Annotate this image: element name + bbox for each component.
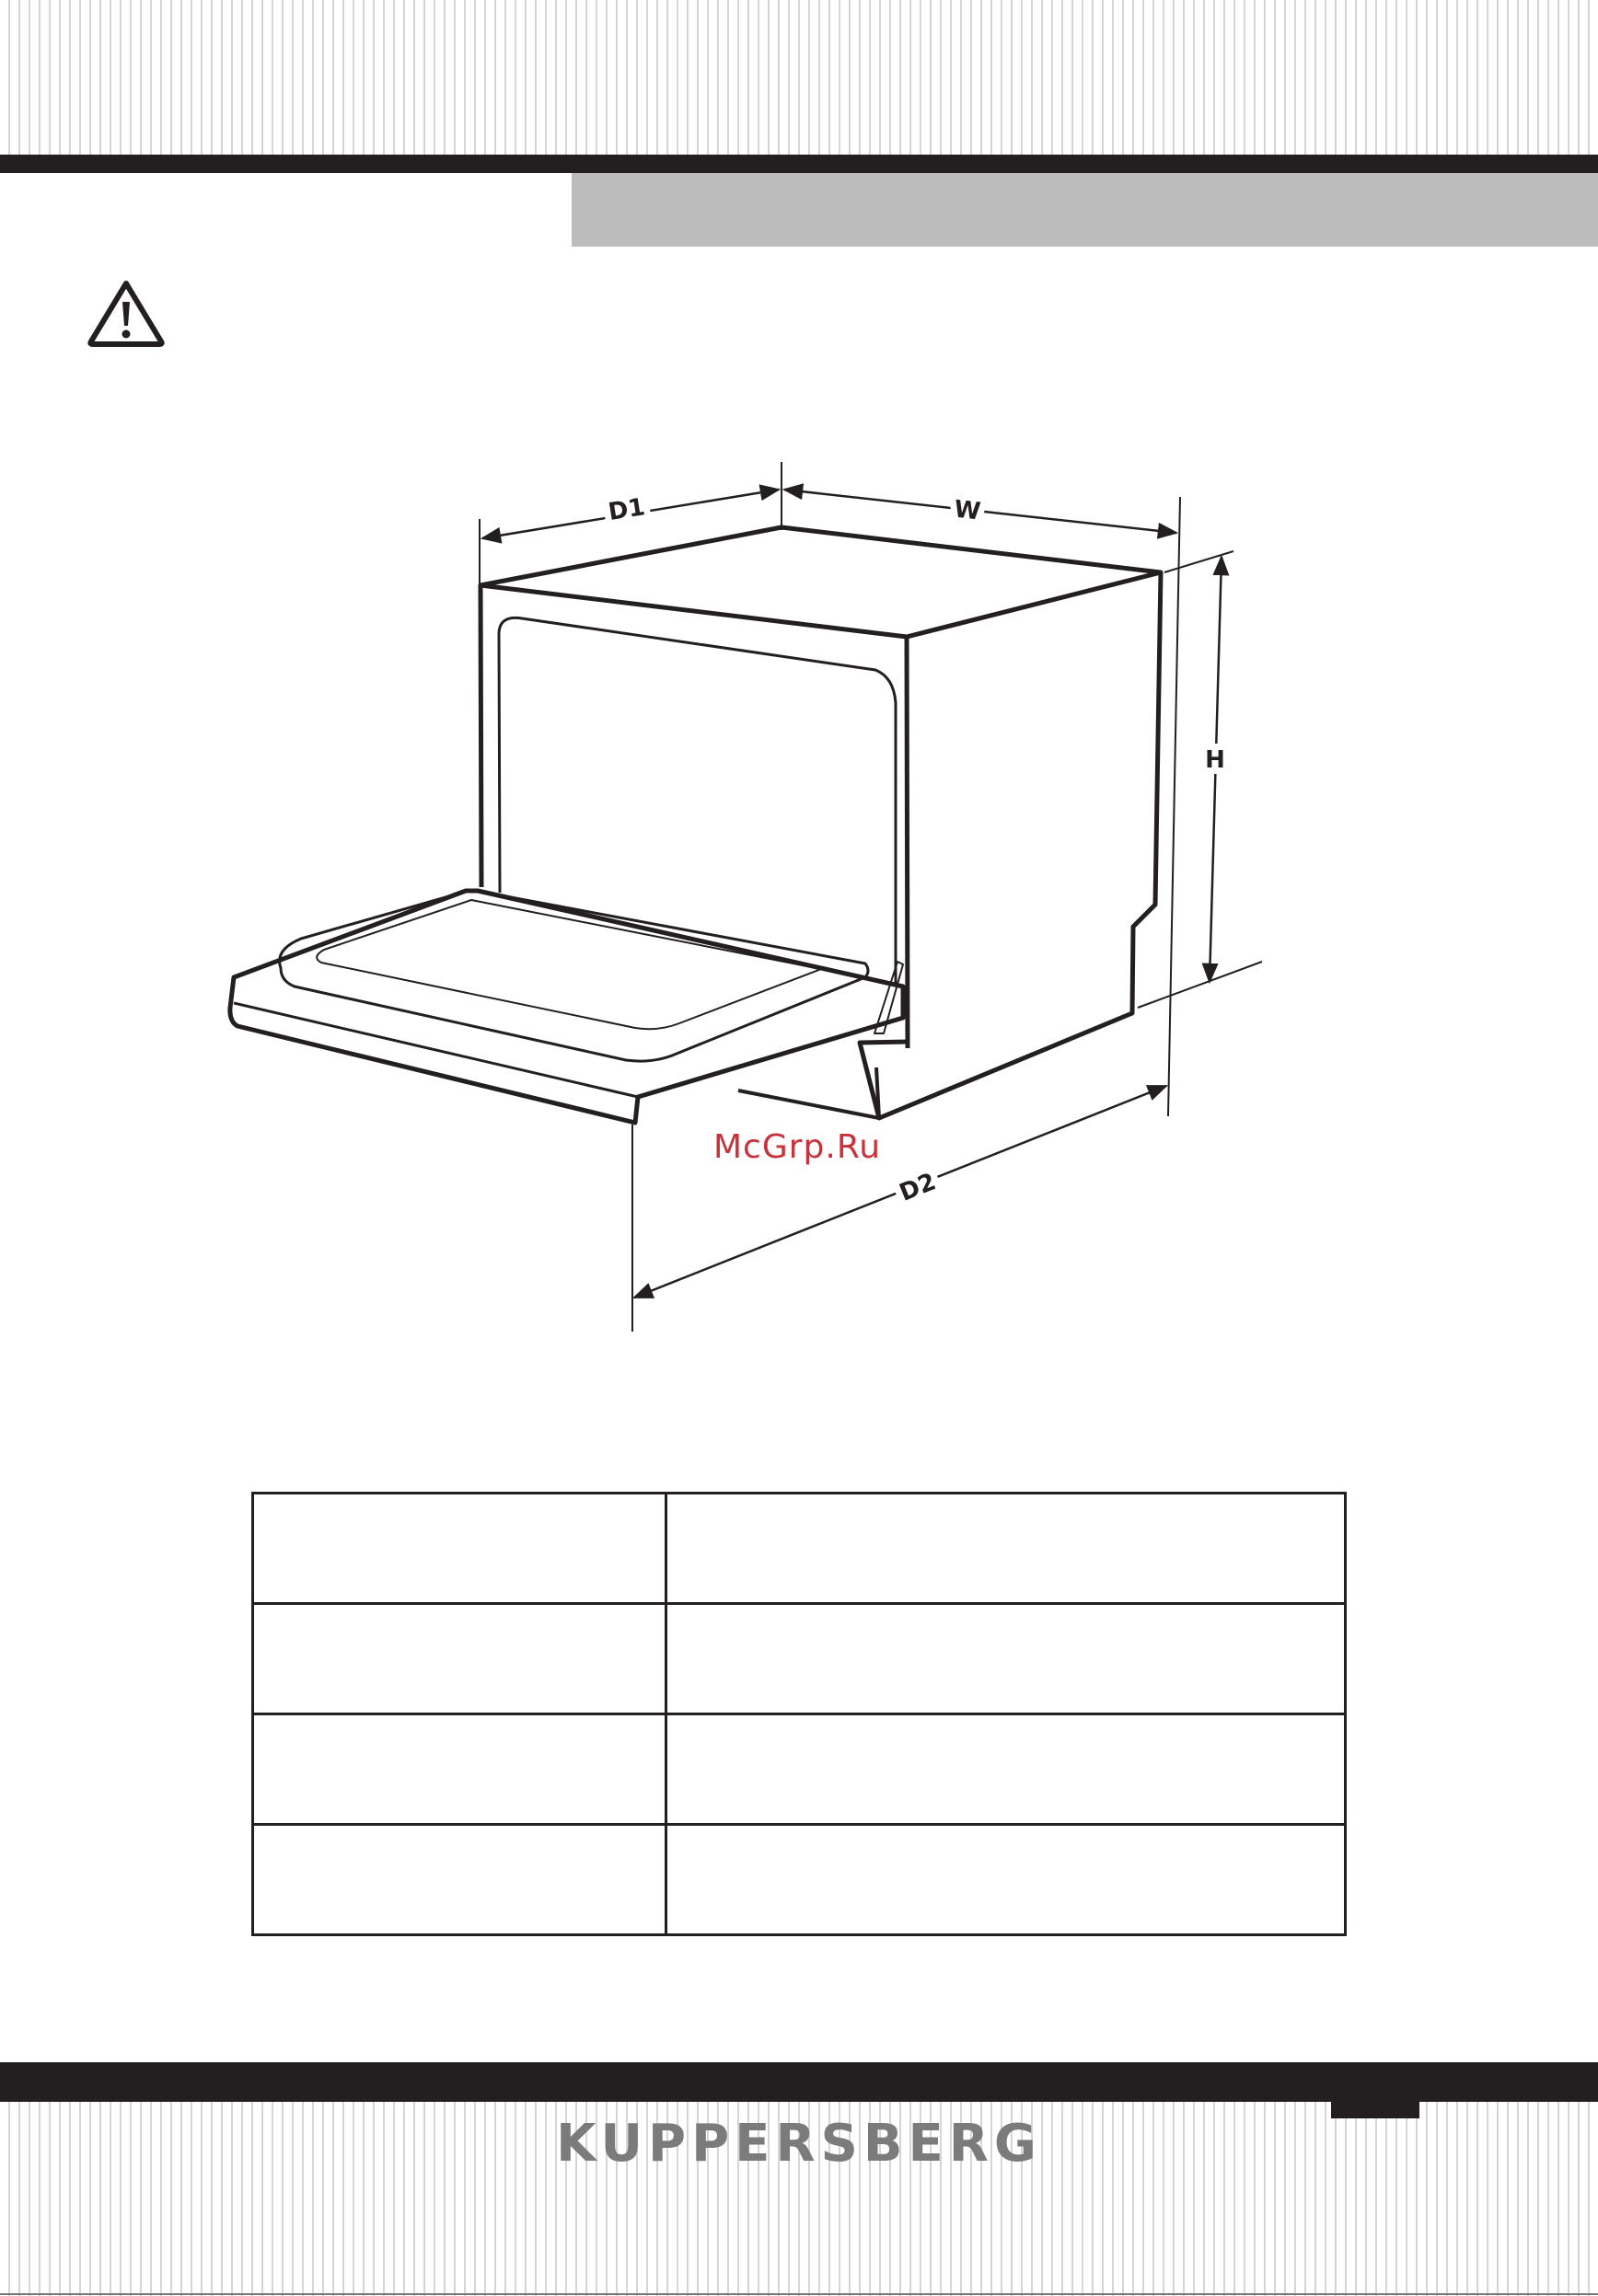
table-row bbox=[253, 1494, 1346, 1604]
dimension-lines bbox=[480, 462, 1262, 1332]
table-cell bbox=[666, 1714, 1346, 1825]
footer-bar bbox=[0, 2062, 1598, 2102]
table-cell bbox=[253, 1825, 666, 1935]
header-bar bbox=[0, 155, 1598, 173]
table-row bbox=[253, 1825, 1346, 1935]
dimension-label-d2: D2 bbox=[895, 1168, 941, 1207]
dimension-label-h: H bbox=[1205, 746, 1225, 774]
dimension-label-d1: D1 bbox=[606, 493, 647, 527]
dimensions-table bbox=[251, 1492, 1347, 1936]
brand-logo: KUPPERSBERG bbox=[556, 2114, 1042, 2174]
table-cell bbox=[253, 1714, 666, 1825]
dishwasher-dimension-diagram bbox=[0, 442, 1598, 1362]
table-cell bbox=[666, 1825, 1346, 1935]
appliance-outline bbox=[230, 527, 1161, 1123]
table-cell bbox=[253, 1494, 666, 1604]
watermark: McGrp.Ru bbox=[713, 1128, 882, 1166]
header-stripe-pattern bbox=[0, 0, 1598, 155]
table-cell bbox=[253, 1604, 666, 1714]
table-cell bbox=[666, 1494, 1346, 1604]
footer-rule bbox=[0, 2293, 1598, 2295]
warning-triangle-icon bbox=[87, 278, 166, 348]
section-title-band bbox=[572, 173, 1598, 247]
table-row bbox=[253, 1714, 1346, 1825]
dimension-label-w: W bbox=[953, 495, 982, 526]
table-cell bbox=[666, 1604, 1346, 1714]
table-row bbox=[253, 1604, 1346, 1714]
